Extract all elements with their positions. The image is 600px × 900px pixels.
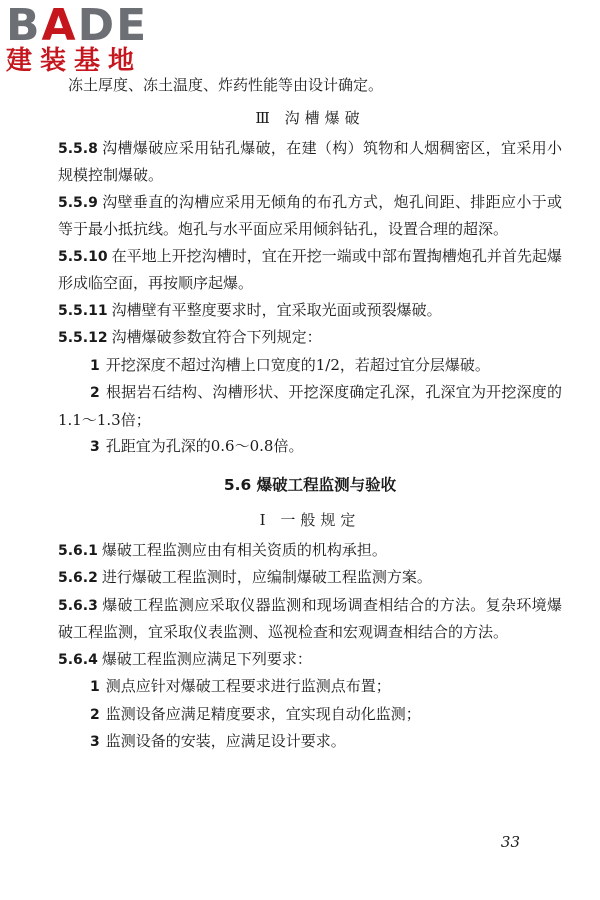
clause-5-5-12: 5.5.12 沟槽爆破参数宜符合下列规定： — [58, 328, 322, 346]
clause-5-6-2: 5.6.2 进行爆破工程监测时，应编制爆破工程监测方案。 — [58, 568, 432, 586]
clause-5-5-8: 5.5.8 沟槽爆破应采用钻孔爆破，在建（构）筑物和人烟稠密区，宜采用小规模控制爆破。 — [58, 138, 562, 184]
logo-subtitle: 建装基地 — [6, 46, 143, 76]
list-item: 1 开挖深度不超过沟槽上口宽度的1/2，若超过宜分层爆破。 — [90, 355, 490, 374]
intro-line: 冻土厚度、冻土温度、炸药性能等由设计确定。 — [68, 76, 384, 94]
sub-heading-general-provisions: Ⅰ 一般规定 — [259, 510, 361, 529]
clause-5-5-9: 5.5.9 沟壁垂直的沟槽应采用无倾角的布孔方式，炮孔间距、排距应小于或等于最小抵抗线。炮孔与水平面应采用倾斜钻孔，设置合理的超深。 — [58, 192, 562, 238]
list-item: 3 孔距宜为孔深的0.6～0.8倍。 — [90, 437, 304, 455]
brand-logo — [6, 0, 176, 76]
clauses-monitoring — [58, 537, 562, 756]
clause-5-6-1: 5.6.1 爆破工程监测应由有相关资质的机构承担。 — [58, 540, 387, 559]
clause-5-6-3: 5.6.3 爆破工程监测应采取仪器监测和现场调查相结合的方法。复杂环境爆破工程监测，宜采取仪表监测、巡视检查和宏观调查相结合的方法。 — [58, 595, 562, 641]
document-page — [58, 72, 562, 756]
clause-5-6-4: 5.6.4 爆破工程监测应满足下列要求： — [58, 649, 312, 668]
section-heading-monitoring: 5.6 爆破工程监测与验收 — [223, 475, 397, 494]
sub-heading-trench-blasting: Ⅲ 沟槽爆破 — [255, 108, 365, 127]
clause-5-5-11: 5.5.11 沟槽壁有平整度要求时，宜采取光面或预裂爆破。 — [58, 300, 442, 319]
clauses-trench-blasting — [58, 135, 562, 461]
list-item: 2 监测设备应满足精度要求，宜实现自动化监测； — [90, 704, 421, 723]
list-item: 1 测点应针对爆破工程要求进行监测点布置； — [90, 677, 391, 695]
page-number: 33 — [500, 833, 520, 851]
list-item: 3 监测设备的安装，应满足设计要求。 — [90, 732, 346, 750]
logo-wordmark: BADE — [6, 0, 149, 51]
list-item: 2 根据岩石结构、沟槽形状、开挖深度确定孔深，孔深宜为开挖深度的1.1～1.3倍； — [58, 383, 562, 429]
clause-5-5-10: 5.5.10 在平地上开挖沟槽时，宜在开挖一端或中部布置掏槽炮孔并首先起爆形成临空面，再按顺序起爆。 — [58, 246, 562, 292]
